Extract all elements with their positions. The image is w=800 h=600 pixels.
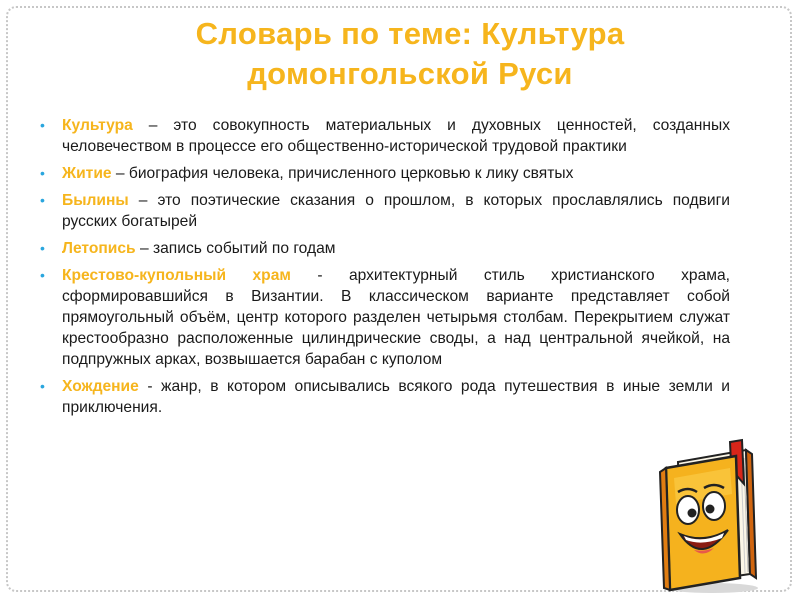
glossary-definition: - архитектурный стиль христианского храма, сформировавшийся в Византии. В классическом варианте представляет собой прямоугольный объём, центр которого разделен четырьмя столбам. Перекрытием служат крестообразно расположенные цилиндрические своды, а над центральной ячейкой, на подпружных арках, возвышается барабан с куполом [62,267,731,368]
bullet-icon: • [40,192,45,208]
bullet-icon: • [40,378,45,394]
glossary-item [40,190,730,232]
glossary-term: Былины [62,192,129,209]
title-line-1: Словарь по теме: Культура [195,16,625,51]
glossary-item [40,163,730,184]
glossary-list [40,115,730,424]
glossary-item [40,376,730,418]
slide-title [60,14,760,94]
bullet-icon: • [40,240,45,256]
glossary-definition: - жанр, в котором описывались всякого рода путешествия в иные земли и приключения. [62,378,730,416]
glossary-term: Крестово-купольный храм [62,267,291,284]
bullet-icon: • [40,165,45,181]
glossary-item [40,265,730,370]
glossary-definition: – это поэтические сказания о прошлом, в которых прославлялись подвиги русских богатырей [62,192,730,230]
glossary-term: Культура [62,117,133,134]
cartoon-book-icon [652,438,770,594]
bullet-icon: • [40,117,45,133]
glossary-term: Летопись [62,240,136,257]
glossary-definition: – запись событий по годам [135,240,336,257]
glossary-item [40,238,730,259]
glossary-item [40,115,730,157]
bullet-icon: • [40,267,45,283]
title-line-2: домонгольской Руси [247,56,573,91]
glossary-term: Хождение [62,378,139,395]
glossary-term: Житие [62,165,112,182]
glossary-definition: – биография человека, причисленного церковью к лику святых [111,165,574,182]
glossary-definition: – это совокупность материальных и духовных ценностей, созданных человечеством в процессе его общественно-исторической трудовой практики [62,117,730,155]
